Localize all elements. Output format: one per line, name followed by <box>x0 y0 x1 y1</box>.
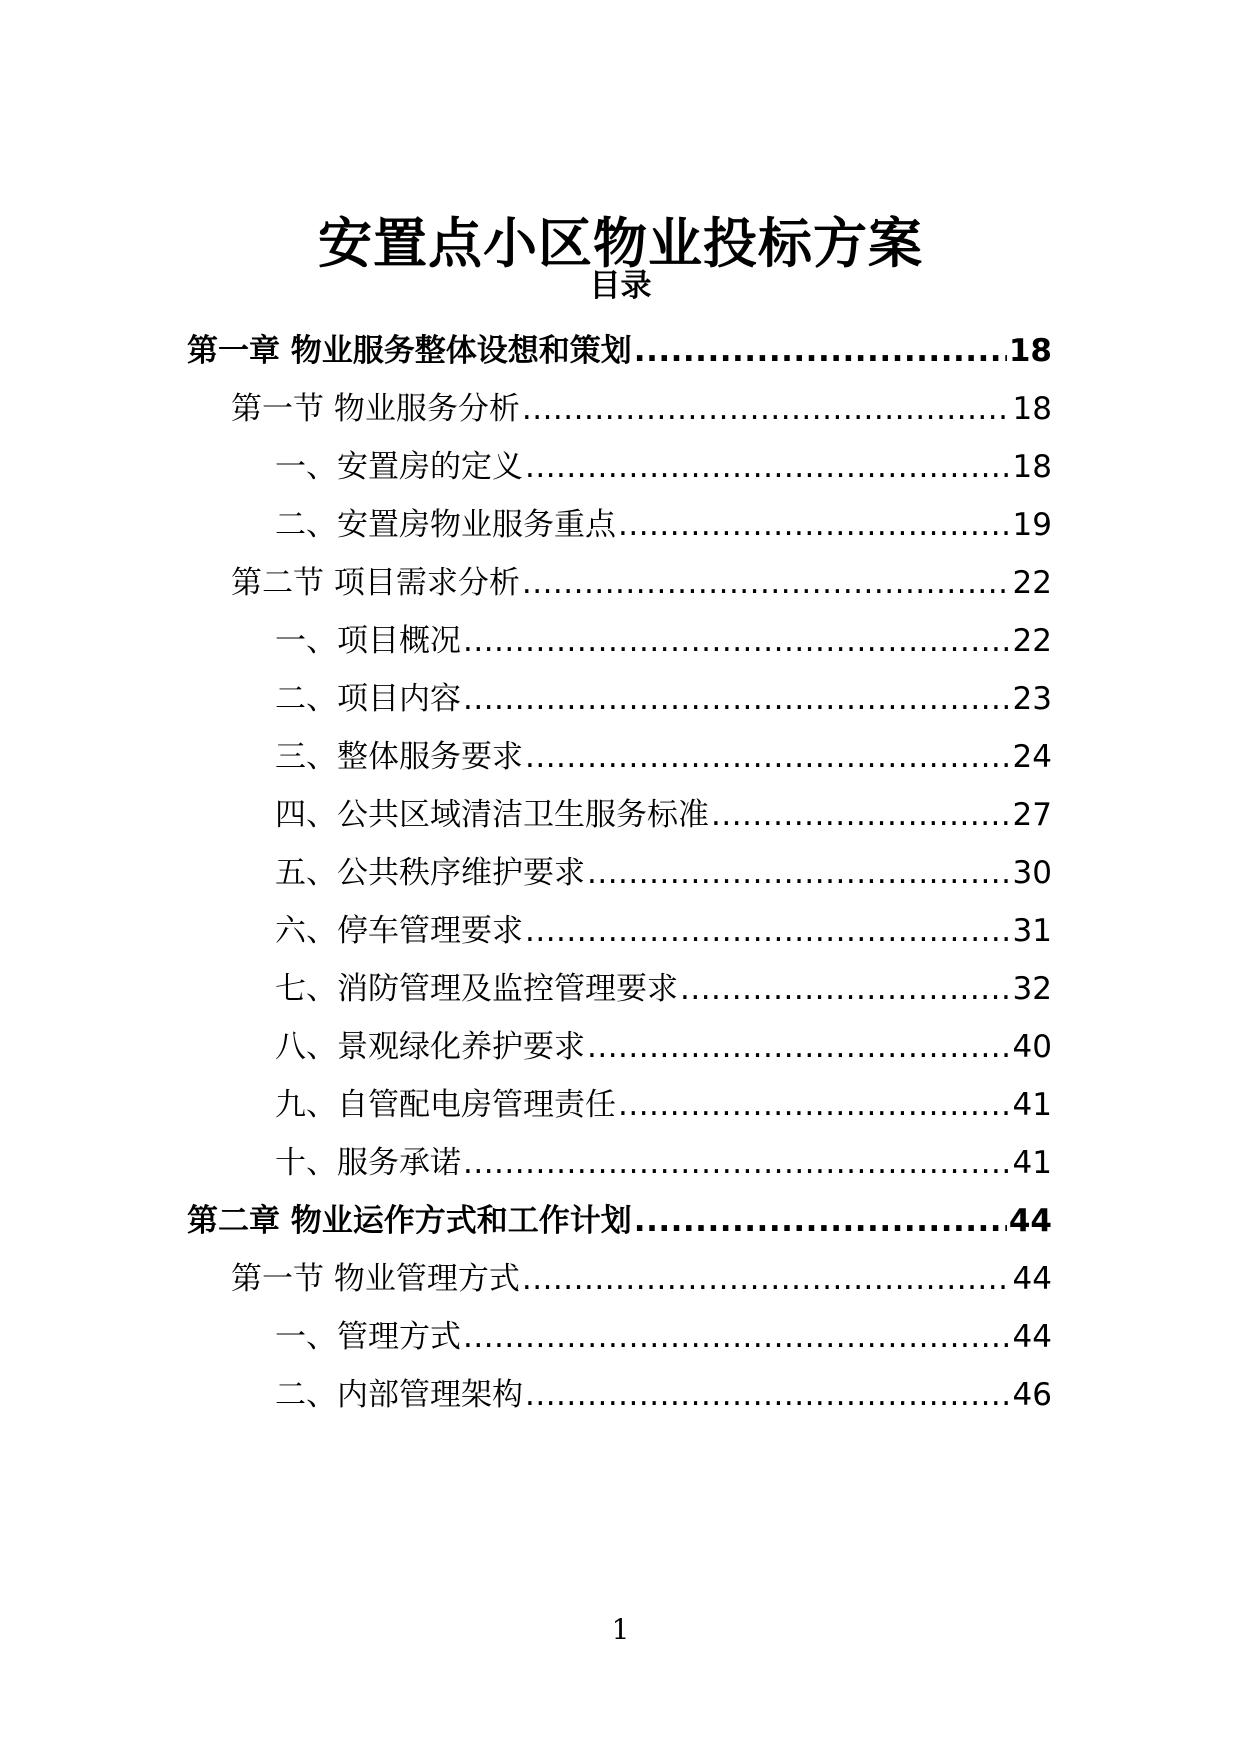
toc-dot-leader <box>525 906 1011 956</box>
toc-entry-label: 第一章 物业服务整体设想和策划 <box>187 333 632 369</box>
toc-entry-page: 22 <box>1012 565 1052 601</box>
toc-entry-page: 18 <box>1012 391 1052 427</box>
toc-entry-page: 40 <box>1012 1029 1052 1065</box>
toc-dot-leader <box>463 616 1011 666</box>
toc-dot-leader <box>463 1138 1011 1188</box>
toc-entry-label: 二、内部管理架构 <box>275 1377 523 1413</box>
toc-entry-item[interactable] <box>275 1312 1052 1362</box>
toc-entry-label: 一、管理方式 <box>275 1319 461 1355</box>
toc-entry-item[interactable] <box>275 500 1052 550</box>
page-number: 1 <box>611 1613 630 1646</box>
toc-entry-chapter-1[interactable] <box>187 326 1052 376</box>
toc-entry-item[interactable] <box>275 790 1052 840</box>
toc-entry-label: 一、项目概况 <box>275 623 461 659</box>
toc-entry-label: 二、安置房物业服务重点 <box>275 507 616 543</box>
toc-entry-page: 22 <box>1012 623 1052 659</box>
toc-entry-page: 41 <box>1012 1087 1052 1123</box>
toc-entry-label: 一、安置房的定义 <box>275 449 523 485</box>
toc-entry-item[interactable] <box>275 848 1052 898</box>
toc-dot-leader <box>680 964 1011 1014</box>
toc-entry-page: 24 <box>1012 739 1052 775</box>
toc-entry-item[interactable] <box>275 732 1052 782</box>
toc-entry-page: 32 <box>1012 971 1052 1007</box>
toc-entry-page: 44 <box>1008 1203 1052 1239</box>
toc-entry-item[interactable] <box>275 442 1052 492</box>
toc-entry-item[interactable] <box>275 1022 1052 1072</box>
toc-entry-label: 第二节 项目需求分析 <box>231 565 520 601</box>
toc-entry-page: 18 <box>1008 333 1052 369</box>
toc-entry-label: 四、公共区域清洁卫生服务标准 <box>275 797 709 833</box>
toc-dot-leader <box>463 1312 1011 1362</box>
toc-entry-page: 31 <box>1012 913 1052 949</box>
toc-entry-page: 41 <box>1012 1145 1052 1181</box>
toc-dot-leader <box>634 1196 1007 1246</box>
toc-entry-page: 23 <box>1012 681 1052 717</box>
toc-entry-section[interactable] <box>231 558 1052 608</box>
toc-dot-leader <box>525 1370 1011 1420</box>
toc-entry-page: 46 <box>1012 1377 1052 1413</box>
toc-heading: 目录 <box>589 268 652 304</box>
toc-dot-leader <box>525 442 1011 492</box>
toc-entry-page: 44 <box>1012 1261 1052 1297</box>
toc-entry-chapter-2[interactable] <box>187 1196 1052 1246</box>
toc-entry-page: 27 <box>1012 797 1052 833</box>
toc-entry-label: 七、消防管理及监控管理要求 <box>275 971 678 1007</box>
toc-dot-leader <box>618 500 1011 550</box>
toc-entry-page: 18 <box>1012 449 1052 485</box>
toc-entry-section[interactable] <box>231 1254 1052 1304</box>
toc-entry-label: 第一节 物业服务分析 <box>231 391 520 427</box>
toc-dot-leader <box>711 790 1011 840</box>
toc-entry-item[interactable] <box>275 1138 1052 1188</box>
toc-entry-item[interactable] <box>275 616 1052 666</box>
toc-entry-item[interactable] <box>275 674 1052 724</box>
toc-entry-label: 二、项目内容 <box>275 681 461 717</box>
toc-entry-item[interactable] <box>275 1080 1052 1130</box>
toc-dot-leader <box>587 848 1011 898</box>
toc-entry-label: 第二章 物业运作方式和工作计划 <box>187 1203 632 1239</box>
toc-dot-leader <box>463 674 1011 724</box>
toc-entry-label: 六、停车管理要求 <box>275 913 523 949</box>
toc-dot-leader <box>522 384 1011 434</box>
toc-dot-leader <box>522 558 1011 608</box>
toc-entry-label: 五、公共秩序维护要求 <box>275 855 585 891</box>
toc-entry-label: 十、服务承诺 <box>275 1145 461 1181</box>
toc-entry-label: 八、景观绿化养护要求 <box>275 1029 585 1065</box>
toc-entry-page: 44 <box>1012 1319 1052 1355</box>
toc-entry-page: 19 <box>1012 507 1052 543</box>
toc-dot-leader <box>525 732 1011 782</box>
toc-dot-leader <box>587 1022 1011 1072</box>
toc-entry-section[interactable] <box>231 384 1052 434</box>
toc-entry-label: 九、自管配电房管理责任 <box>275 1087 616 1123</box>
toc-dot-leader <box>522 1254 1011 1304</box>
toc-entry-item[interactable] <box>275 964 1052 1014</box>
toc-entry-label: 三、整体服务要求 <box>275 739 523 775</box>
document-title: 安置点小区物业投标方案 <box>318 212 923 276</box>
toc-dot-leader <box>618 1080 1011 1130</box>
toc-entry-page: 30 <box>1012 855 1052 891</box>
toc-entry-item[interactable] <box>275 1370 1052 1420</box>
toc-entry-item[interactable] <box>275 906 1052 956</box>
toc-entry-label: 第一节 物业管理方式 <box>231 1261 520 1297</box>
toc-dot-leader <box>634 326 1007 376</box>
